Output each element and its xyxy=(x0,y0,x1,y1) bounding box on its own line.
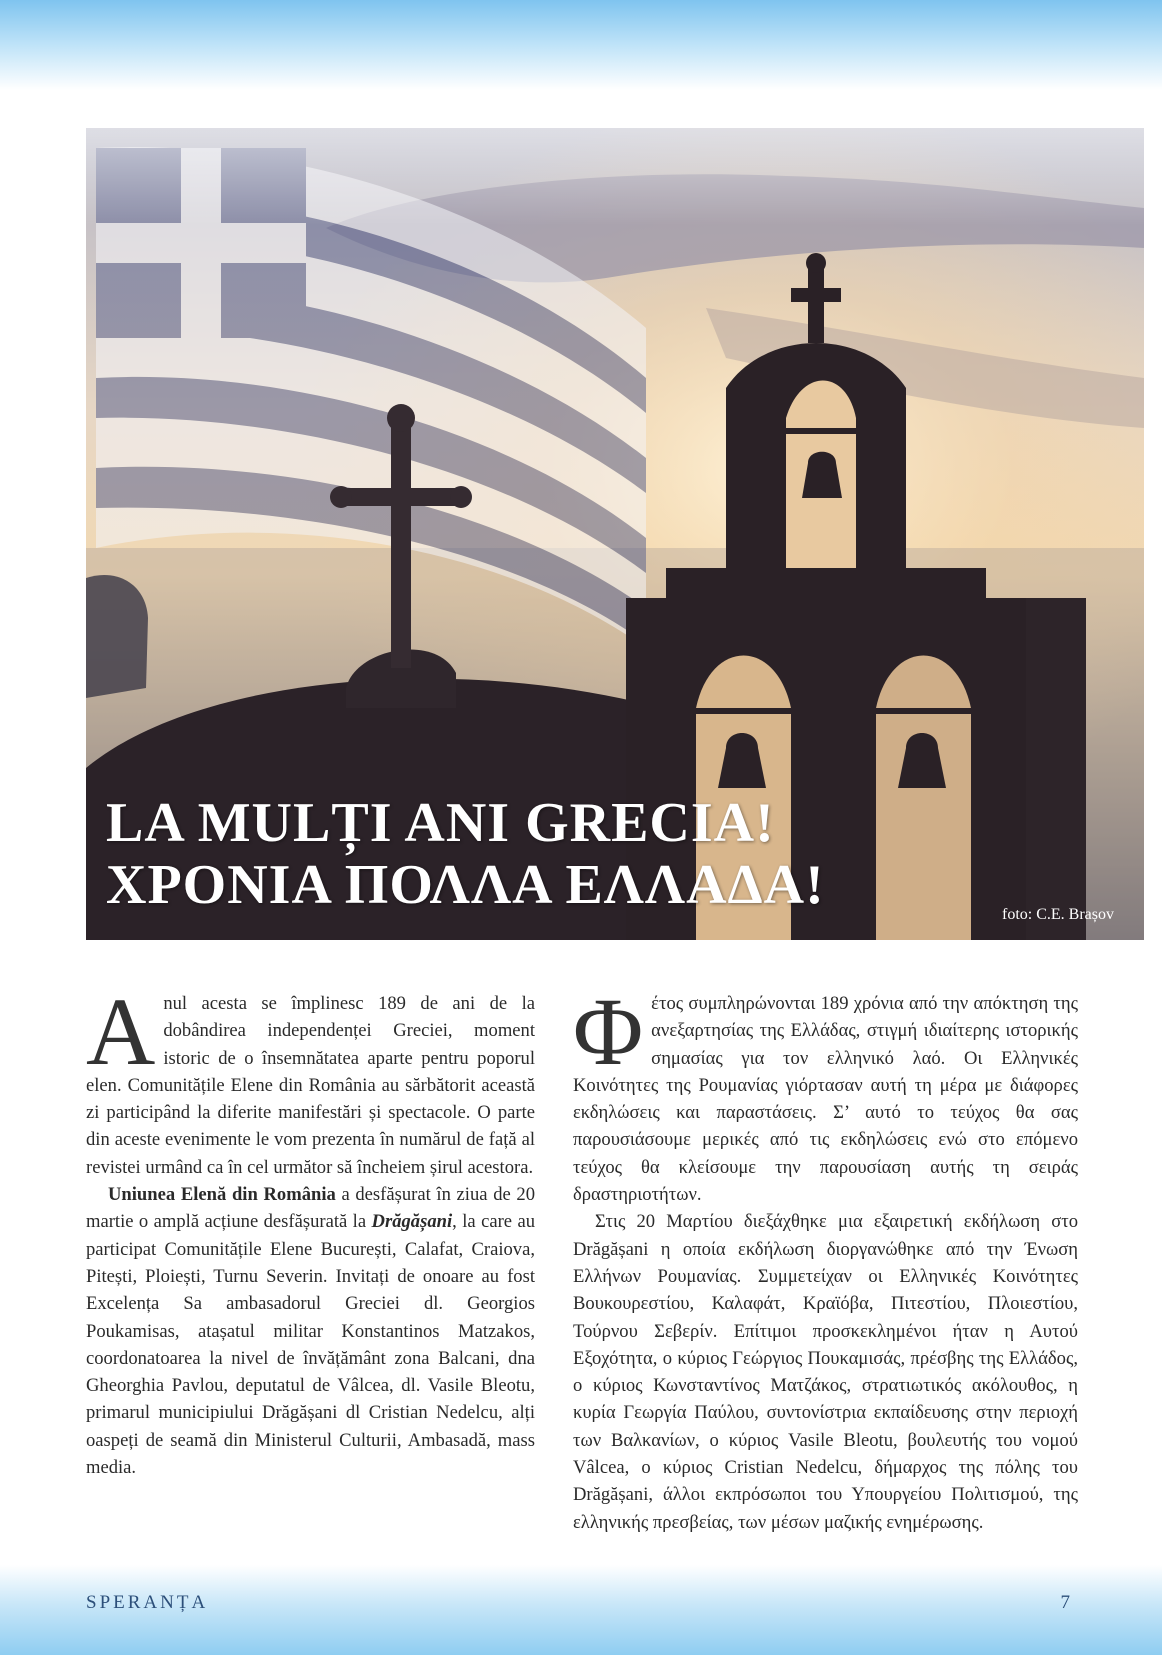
hero-title xyxy=(106,792,825,916)
page-number: 7 xyxy=(1060,1592,1070,1613)
paragraph-2-greek: Στις 20 Μαρτίου διεξάχθηκε μια εξαιρετική εκδήλωση στο Drăgășani η οποία εκδήλωση διοργανώθηκε από την Ένωση Ελλήνων Ρουμανίας. Συμμετείχαν οι Ελληνικές Κοινότητες Βουκουρεστίου, Καλαφάτ, Κραϊόβα, Πιτεστίου, Πλοιεστίου, Τούρνου Σεβερίν. Επίτιμοι προσκεκλημένοι ήταν η Αυτού Εξοχότητα, ο κύριος Γεώργιος Πουκαμισάς, πρέσβης της Ελλάδος, ο κύριος Κωνσταντίνος Ματζάκος, στρατιωτικός ακόλουθος, η κυρία Γεωργία Παύλου, συντονίστρια εκπαίδευσης στην περιοχή των Βαλκανίων, ο κύριος Vasile Bleotu, βουλευτής του νομού Vâlcea, ο κύριος Cristian Nedelcu, δήμαρχος της πόλης του Drăgășani, άλλοι εκπρόσωποι του Υπουργείου Πολιτισμού, της ελληνικής πρεσβείας, των μέσων μαζικής ενημέρωσης. xyxy=(573,1211,1078,1533)
dropcap-romanian: A xyxy=(86,978,156,1085)
magazine-name: SPERANȚA xyxy=(86,1592,209,1613)
paragraph-2-romanian xyxy=(86,1181,535,1481)
hero-title-greek: ΧΡΟΝΙΑ ΠΟΛΛΑ ΕΛΛΑΔΑ! xyxy=(106,854,825,916)
place-name: Drăgășani xyxy=(371,1211,453,1233)
paragraph-2-text-b: , la care au participat Comunitățile Elene București, Calafat, Craiova, Pitești, Ploiești, Turnu Severin. Invitați de onoare au fost Excelența Sa ambasadorul Greciei dl. Georgios Poukamisas, atașatul militar Konstantinos Matzakos, coordonatoarea la nivel de învățământ zona Balcani, dna Gheorghia Pavlou, deputatul de Vâlcea, dl. Vasile Bleotu, primarul municipiului Drăgășani dl Cristian Nedelcu, alți oaspeți de seamă din Ministerul Culturii, Ambasadă, mass media. xyxy=(86,1211,535,1479)
hero-photo xyxy=(86,128,1144,940)
hero-title-romanian: LA MULȚI ANI GRECIA! xyxy=(106,792,775,854)
paragraph-2-text-a: a desfășurat în ziua de 20 martie o amplă acțiune desfășurată la xyxy=(86,1184,536,1233)
article-greek xyxy=(573,978,1078,1536)
photo-credit: foto: C.E. Brașov xyxy=(1002,906,1114,923)
dropcap-greek: Φ xyxy=(573,978,644,1085)
paragraph-1-greek: έτος συμπληρώνονται 189 χρόνια από την απόκτηση της ανεξαρτησίας της Ελλάδας, στιγμή ιδιαίτερης ιστορικής σημασίας για τον ελληνικό λαό. Οι Ελληνικές Κοινότητες της Ρουμανίας γιόρτασαν αυτή τη μέρα με διάφορες εκδηλώσεις και παραστάσεις. Σ’ αυτό το τεύχος θα σας παρουσιάσουμε μερικές από τις εκδηλώσεις ενώ στο επόμενο τεύχος θα κλείσουμε την παρουσίαση αυτής τη σειράς δραστηριοτήτων. xyxy=(573,993,1078,1206)
article-romanian xyxy=(86,978,536,1481)
paragraph-1-romanian: nul acesta se împlinesc 189 de ani de la dobândirea independenței Greciei, moment istoric de o însemnătatea aparte pentru poporul elen. Comunitățile Elene din România au sărbătorit această zi participând la diferite manifestări și spectacole. O parte din aceste evenimente le vom prezenta în numărul de față al revistei urmând ca în cel următor să încheiem șirul acestora. xyxy=(86,993,535,1178)
organization-name: Uniunea Elenă din România xyxy=(108,1184,336,1206)
top-gradient-band xyxy=(0,0,1162,90)
